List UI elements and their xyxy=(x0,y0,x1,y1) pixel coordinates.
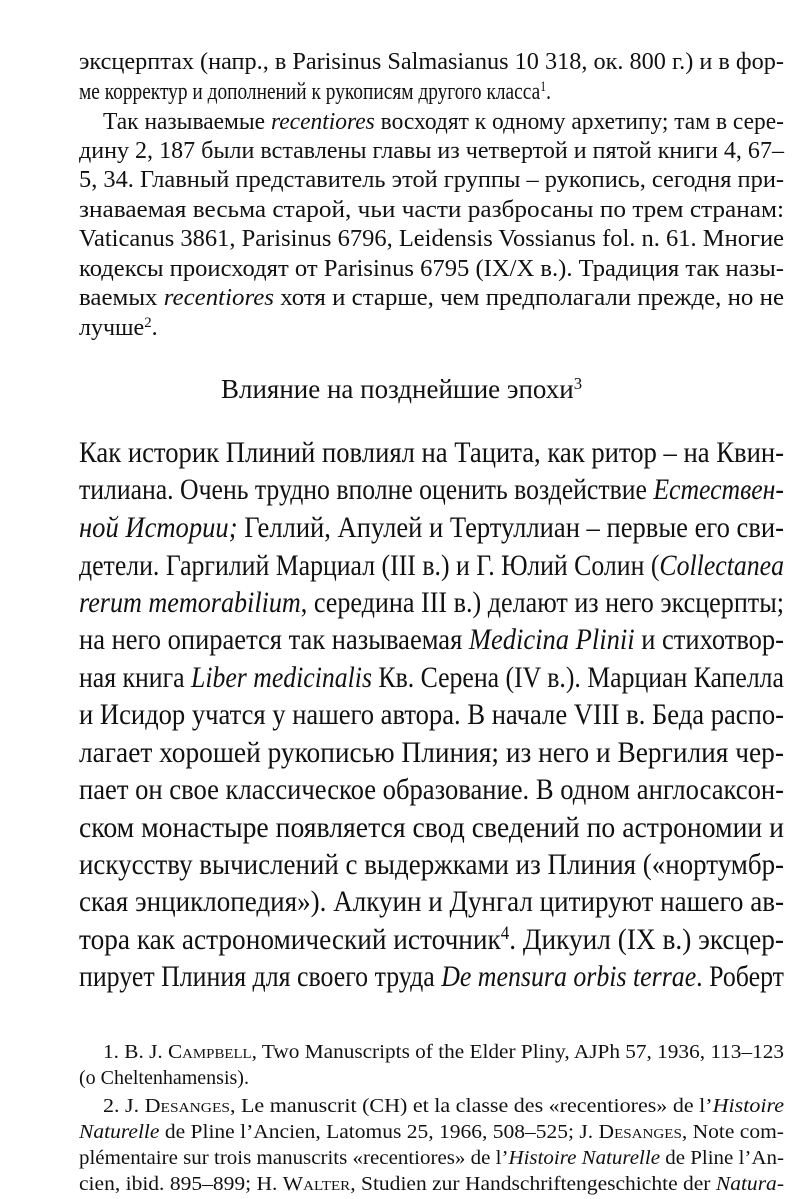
text-line-content: пирует Плиния для своего труда De mensura orbis terrae. Роберт xyxy=(79,960,784,993)
text-line-content: ская энциклопедия»). Алкуин и Дунгал цитируют нашего ав- xyxy=(79,885,785,918)
text-line-content: лагает хорошей рукописью Плиния; из него и Вергилия чер- xyxy=(79,736,784,769)
text-line-content: Naturelle de Pline l’Ancien, Latomus 25, 1966, 508–525; J. Desanges, Note com- xyxy=(79,1121,784,1143)
text-line-content: (o Cheltenhamensis). xyxy=(79,1067,249,1089)
text-line-content: plémentaire sur trois manuscrits «recentiores» de l’Histoire Naturelle de Pline l’An- xyxy=(79,1147,784,1169)
text-line-content: cien, ibid. 895–899; H. Walter, Studien zur Handschriftengeschichte der Natura- xyxy=(79,1173,784,1195)
text-line-content: кодексы происходят от Parisinus 6795 (IX/X в.). Традиция так назы- xyxy=(79,256,784,282)
text-line-content: эксцерптах (напр., в Parisinus Salmasianus 10 318, ок. 800 г.) и в фор- xyxy=(79,49,784,75)
text-line-content: знаваемая весьма старой, чьи части разбросаны по трем странам: xyxy=(79,197,784,223)
text-line-content: лучше$^2$. xyxy=(79,314,158,341)
text-line-content: тора как астрономический источник$^4$. Дикуил (IX в.) эксцер- xyxy=(79,922,785,956)
text-line-content: 5, 34. Главный представитель этой группы – рукопись, сегодня при- xyxy=(79,167,785,193)
text-line-content: 1. B. J. Campbell, Two Manuscripts of the Elder Pliny, AJPh 57, 1936, 113–123 xyxy=(103,1041,784,1063)
text-line-content: Как историк Плиний повлиял на Тацита, как ритор – на Квин- xyxy=(79,436,784,469)
text-line-content: Так называемые recentiores восходят к одному архетипу; там в сере- xyxy=(103,109,784,135)
text-line-content: ная книга Liber medicinalis Кв. Серена (IV в.). Марциан Капелла xyxy=(79,661,784,694)
text-line-content: детели. Гаргилий Марциал (III в.) и Г. Юлий Солин (Collectanea xyxy=(79,549,785,582)
text-line-content: rerum memorabilium, середина III в.) делают из него эксцерпты; xyxy=(79,586,785,619)
text-line-content: 2. J. Desanges, Le manuscrit (CH) et la classe des «recentiores» de l’Histoire xyxy=(103,1095,785,1117)
text-line-content: дину 2, 187 были вставлены главы из четвертой и пятой книги 4, 67– xyxy=(79,138,784,164)
text-line-content: и Исидор учатся у нашего автора. В начале VIII в. Беда распо- xyxy=(79,698,784,731)
text-line-content: на него опирается так называемая Medicina Plinii и стихотвор- xyxy=(79,623,785,656)
text-line-content: Vaticanus 3861, Parisinus 6796, Leidensis Vossianus fol. n. 61. Многие xyxy=(79,226,784,252)
text-line-content: ваемых recentiores хотя и старше, чем предполагали прежде, но не xyxy=(79,285,785,311)
text-line-content: искусству вычислений с выдержками из Плиния («нортумбр- xyxy=(79,848,785,881)
text-line-content: ском монастыре появляется свод сведений по астрономии и xyxy=(79,811,784,844)
text-line-content: Влияние на позднейшие эпохи$^3$ xyxy=(221,373,583,404)
text-line-content: ной Истории; Геллий, Апулей и Тертуллиан – первые его сви- xyxy=(79,511,784,544)
text-line-content: ме корректур и дополнений к рукописям другого класса$^1$. xyxy=(79,78,552,105)
text-line-content: тилиана. Очень трудно вполне оценить воздействие Естествен- xyxy=(79,473,784,506)
text-line-content: пает он свое классическое образование. В одном англосаксон- xyxy=(79,773,784,806)
